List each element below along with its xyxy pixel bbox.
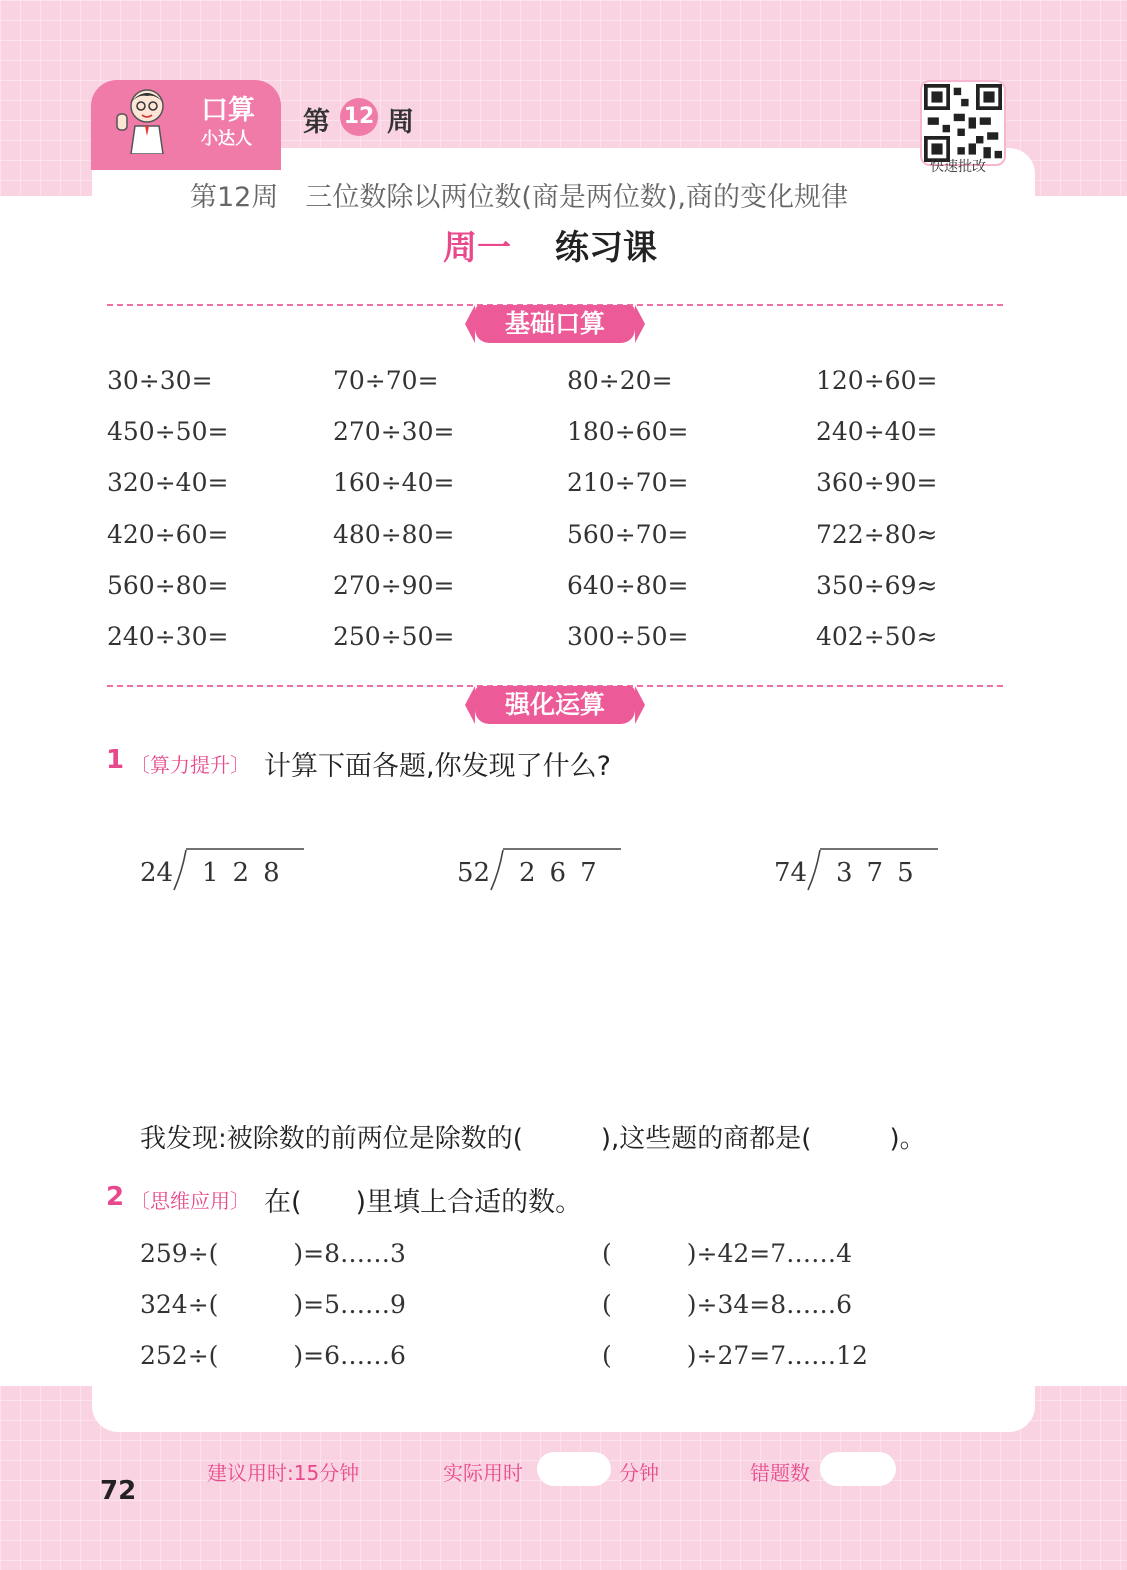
fill-blank-problem[interactable]: ( )÷27=7……12: [602, 1341, 868, 1370]
page-number: 72: [100, 1476, 137, 1506]
badge-subtitle: 小达人: [201, 129, 252, 149]
errors-label: 错题数: [750, 1461, 810, 1485]
dividend: 375: [836, 858, 928, 888]
lesson-day: 周一: [443, 228, 511, 268]
section-tag-advanced: 强化运算: [475, 686, 635, 724]
divisor: 74: [774, 858, 808, 888]
basic-problem: 300÷50=: [567, 622, 689, 651]
fill-blank-problem[interactable]: 259÷( )=8……3: [140, 1239, 406, 1268]
basic-problem: 180÷60=: [567, 417, 689, 446]
minutes-label: 分钟: [619, 1461, 659, 1485]
section-tag-basic: 基础口算: [475, 305, 635, 343]
basic-problem: 30÷30=: [107, 366, 213, 395]
divisor: 24: [140, 858, 174, 888]
lesson-title: 练习课: [555, 228, 657, 268]
basic-problem: 350÷69≈: [816, 571, 938, 600]
actual-time-label: 实际用时: [443, 1461, 523, 1485]
question-tag: 〔思维应用〕: [130, 1189, 250, 1213]
errors-input[interactable]: [820, 1452, 896, 1486]
basic-problem: 270÷30=: [333, 417, 455, 446]
long-division[interactable]: [774, 846, 944, 896]
question-text: 在( )里填上合适的数。: [264, 1187, 583, 1218]
question-number: 2: [106, 1182, 125, 1212]
basic-problem: 210÷70=: [567, 468, 689, 497]
fill-blank-problem[interactable]: 324÷( )=5……9: [140, 1290, 406, 1319]
finding-sentence[interactable]: 我发现:被除数的前两位是除数的( ),这些题的商都是( )。: [140, 1124, 926, 1154]
qr-label: 快速批改: [930, 159, 986, 175]
basic-problem: 640÷80=: [567, 571, 689, 600]
basic-problem: 450÷50=: [107, 417, 229, 446]
actual-time-input[interactable]: [537, 1452, 611, 1486]
basic-problem: 270÷90=: [333, 571, 455, 600]
basic-problem: 240÷40=: [816, 417, 938, 446]
unit-subtitle: 第12周 三位数除以两位数(商是两位数),商的变化规律: [190, 182, 849, 213]
question-tag: 〔算力提升〕: [130, 753, 250, 777]
long-division[interactable]: [140, 846, 310, 896]
long-division[interactable]: [457, 846, 627, 896]
basic-problem: 360÷90=: [816, 468, 938, 497]
mascot-icon: [111, 84, 175, 154]
question-number: 1: [106, 745, 125, 775]
divisor: 52: [457, 858, 491, 888]
fill-blank-problem[interactable]: ( )÷34=8……6: [602, 1290, 853, 1319]
basic-problem: 250÷50=: [333, 622, 455, 651]
basic-problem: 420÷60=: [107, 520, 229, 549]
week-prefix: 第: [303, 107, 330, 138]
basic-problem: 80÷20=: [567, 366, 673, 395]
basic-problem: 402÷50≈: [816, 622, 938, 651]
basic-problem: 560÷80=: [107, 571, 229, 600]
basic-problem: 722÷80≈: [816, 520, 938, 549]
basic-problem: 320÷40=: [107, 468, 229, 497]
qr-code-icon: [924, 84, 1002, 162]
dividend: 267: [519, 858, 611, 888]
fill-blank-problem[interactable]: 252÷( )=6……6: [140, 1341, 406, 1370]
basic-problem: 240÷30=: [107, 622, 229, 651]
dividend: 128: [202, 858, 294, 888]
fill-blank-problem[interactable]: ( )÷42=7……4: [602, 1239, 853, 1268]
brand-badge: [91, 80, 281, 170]
suggested-time: 建议用时:15分钟: [207, 1461, 360, 1485]
basic-problem: 480÷80=: [333, 520, 455, 549]
question-text: 计算下面各题,你发现了什么?: [264, 751, 611, 782]
basic-problem: 120÷60=: [816, 366, 938, 395]
qr-code[interactable]: [920, 80, 1006, 166]
basic-problem: 70÷70=: [333, 366, 439, 395]
week-number-badge: 12: [340, 98, 378, 136]
basic-problem: 160÷40=: [333, 468, 455, 497]
basic-problem: 560÷70=: [567, 520, 689, 549]
week-suffix: 周: [387, 107, 414, 138]
badge-title: 口算: [201, 95, 255, 126]
